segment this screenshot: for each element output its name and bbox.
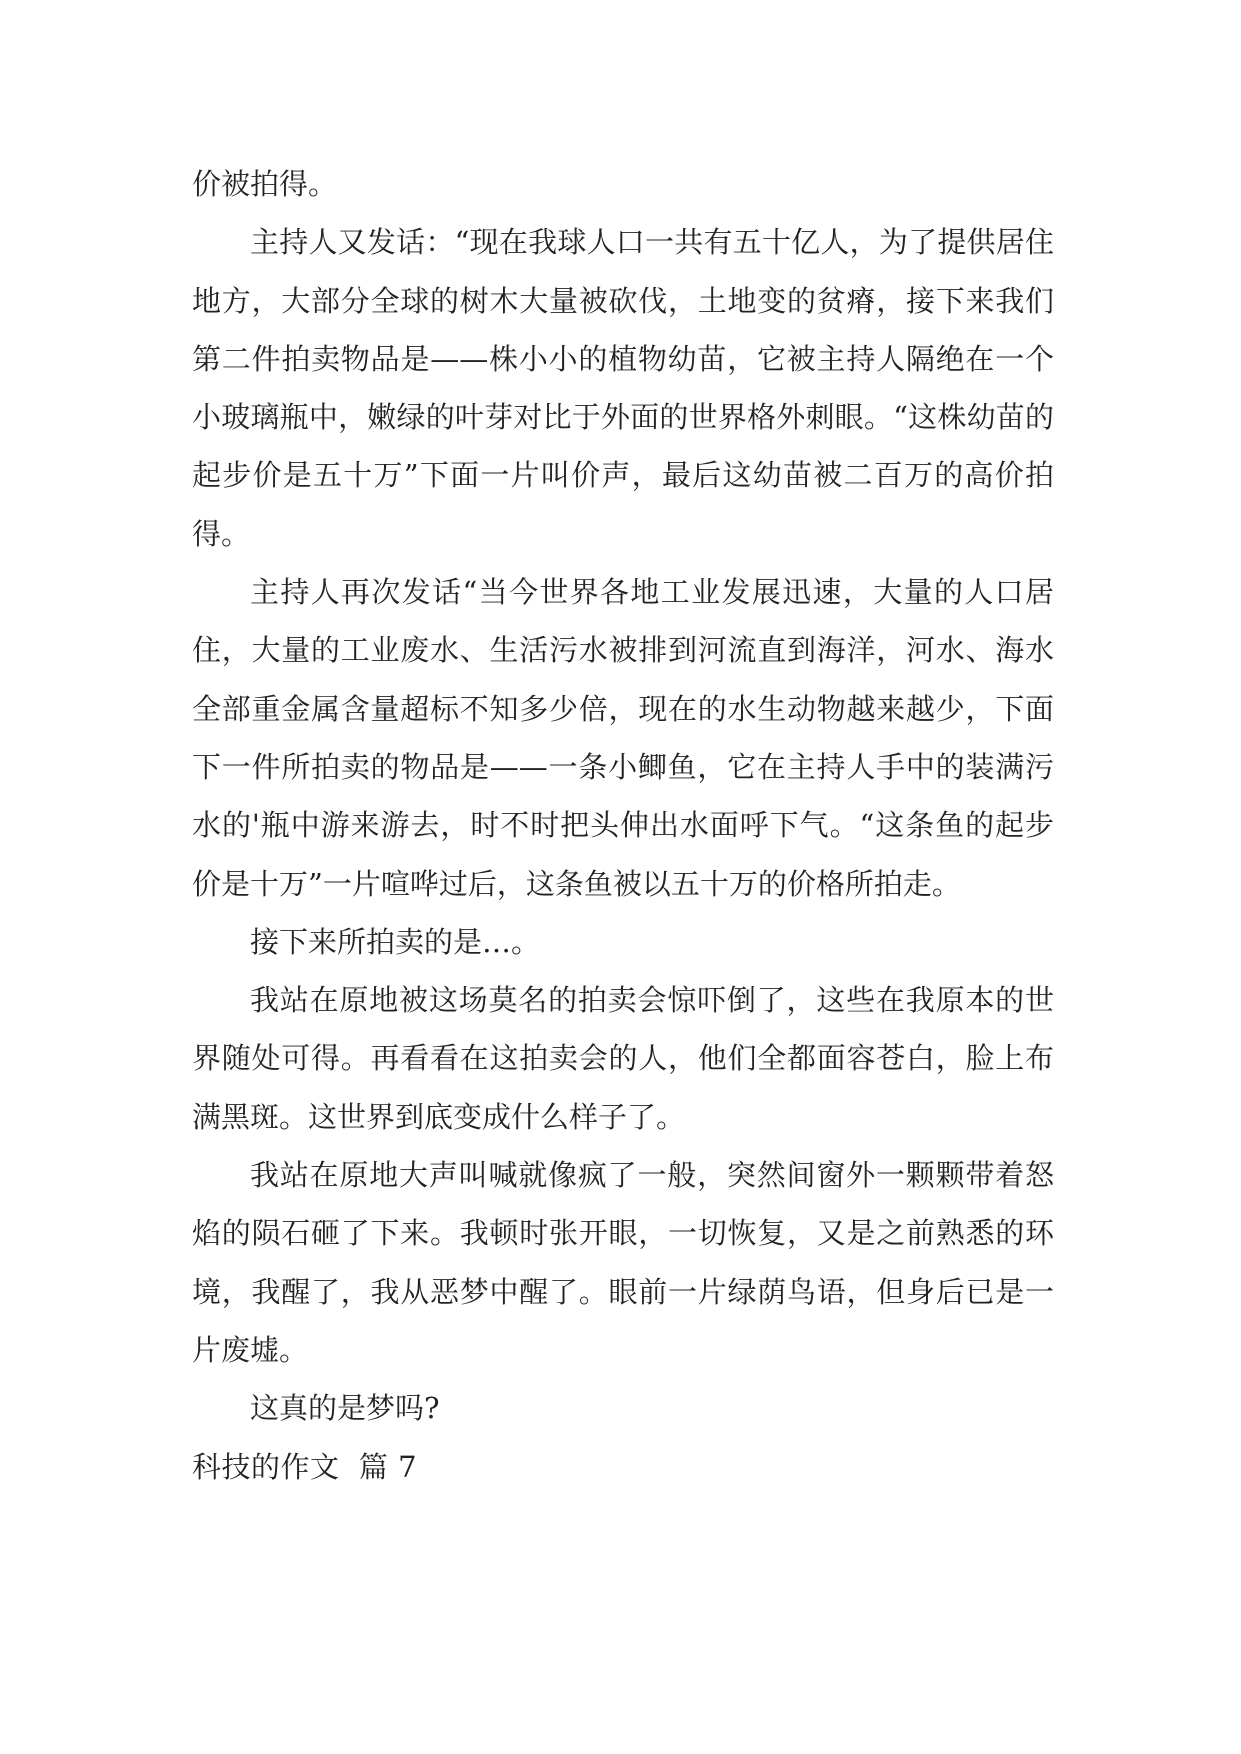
- paragraph-7: 这真的是梦吗?: [250, 1391, 440, 1426]
- paragraph-2: 主持人又发话：“现在我球人口一共有五十亿人，为了提供居住地方，大部分全球的树木大量被砍伐，土地变的贫瘠，接下来我们第二件拍卖物品是——株小小的植物幼苗，它被主持人隔绝在一个小玻璃瓶中，嫩绿的叶芽对比于外面的世界格外刺眼。“这株幼苗的起步价是五十万”下面一片叫价声，最后这幼苗被二百万的高价拍得。: [192, 225, 1054, 551]
- paragraph-4: 接下来所拍卖的是…。: [250, 924, 541, 959]
- paragraph-6: 我站在原地大声叫喊就像疯了一般，突然间窗外一颗颗带着怒焰的陨石砸了下来。我顿时张开眼，一切恢复，又是之前熟悉的环境，我醒了，我从恶梦中醒了。眼前一片绿荫鸟语，但身后已是一片废墟。: [192, 1158, 1054, 1367]
- paragraph-3: 主持人再次发话“当今世界各地工业发展迅速，大量的人口居住，大量的工业废水、生活污水被排到河流直到海洋，河水、海水全部重金属含量超标不知多少倍，现在的水生动物越来越少，下面下一件所拍卖的物品是——一条小鲫鱼，它在主持人手中的装满污水的'瓶中游来游去，时不时把头伸出水面呼下气。“这条鱼的起步价是十万”一片喧哗过后，这条鱼被以五十万的价格所拍走。: [192, 575, 1054, 901]
- section-heading: 科技的作文 篇 7: [192, 1449, 418, 1484]
- paragraph-5: 我站在原地被这场莫名的拍卖会惊吓倒了，这些在我原本的世界随处可得。再看看在这拍卖会的人，他们全都面容苍白，脸上布满黑斑。这世界到底变成什么样子了。: [192, 983, 1054, 1134]
- paragraph-1: 价被拍得。: [192, 167, 338, 201]
- document-body: [192, 155, 1054, 1496]
